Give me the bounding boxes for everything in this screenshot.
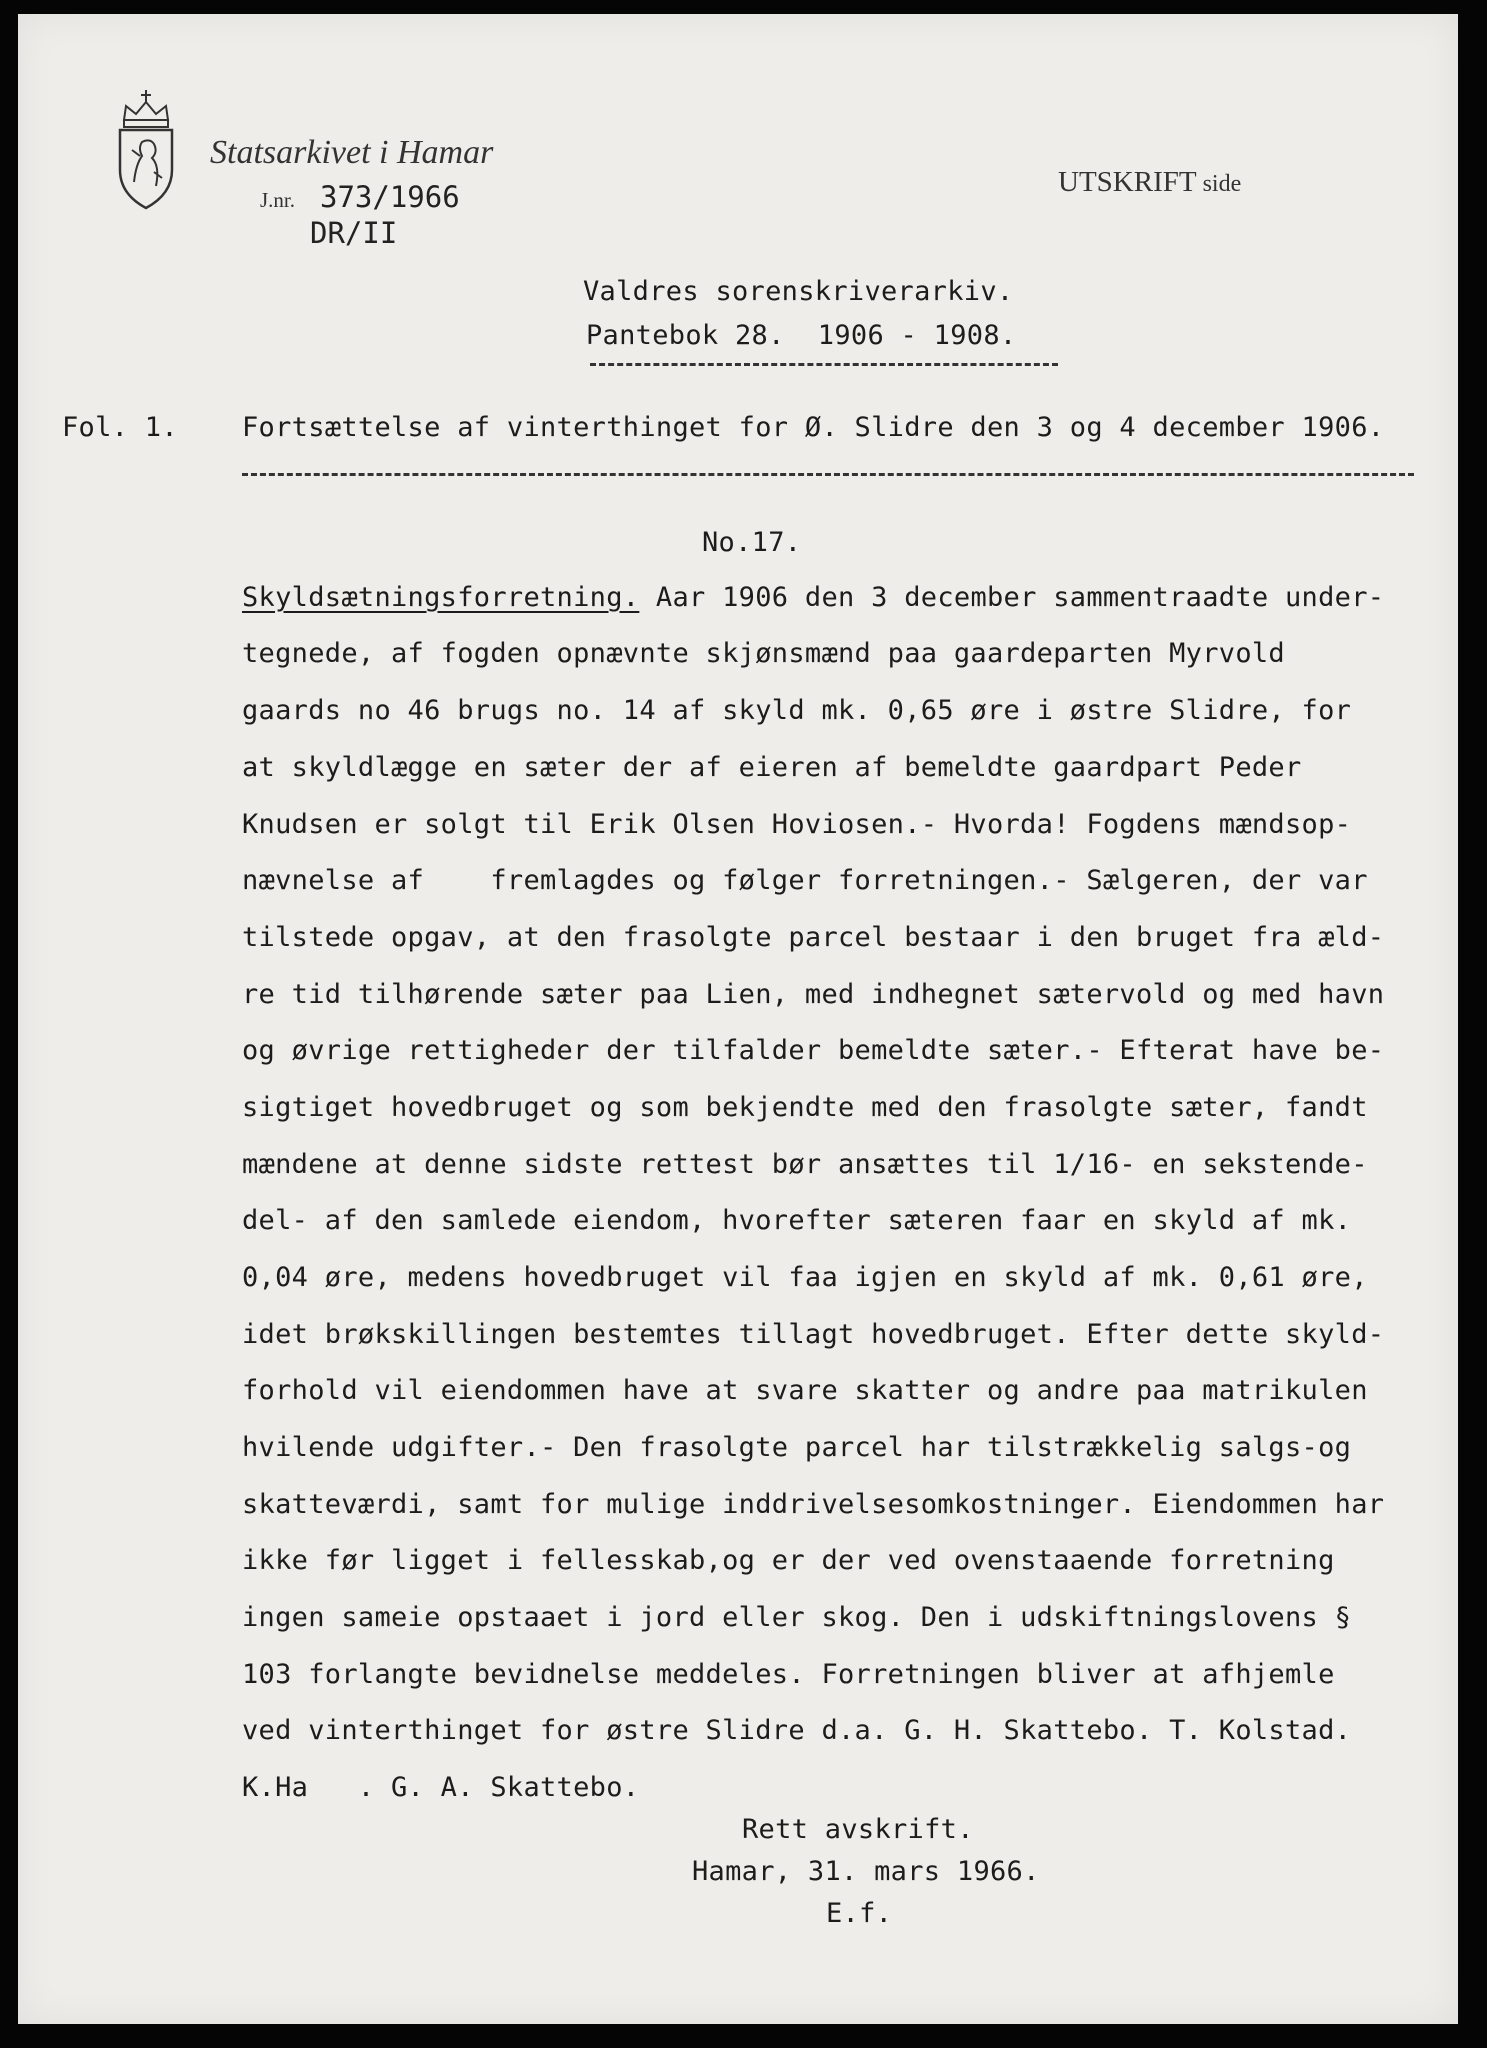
body-line: tegnede, af fogden opnævnte skjønsmænd paa gaardeparten Myrvold — [242, 638, 1285, 669]
body-line: mændene at denne sidste rettest bør ansættes til 1/16- en sekstende- — [242, 1149, 1368, 1180]
utskrift-heading — [1058, 166, 1241, 199]
folio-number: Fol. 1. — [62, 412, 178, 443]
body-line: forhold vil eiendommen have at svare skatter og andre paa matrikulen — [242, 1375, 1368, 1406]
session-heading: Fortsættelse af vinterthinget for Ø. Slidre den 3 og 4 december 1906. — [242, 412, 1385, 443]
place-date: Hamar, 31. mars 1966. — [692, 1856, 1040, 1887]
body-line: at skyldlægge en sæter der af eieren af bemeldte gaardpart Peder — [242, 752, 1302, 783]
body-line: skatteværdi, samt for mulige inddrivelsesomkostninger. Eiendommen har — [242, 1489, 1385, 1520]
archive-name: Statsarkivet i Hamar — [210, 134, 494, 171]
body-line: og øvrige rettigheder der tilfalder bemeldte sæter.- Efterat have be- — [242, 1035, 1385, 1066]
department-code: DR/II — [310, 216, 398, 250]
signature-initials: E.f. — [826, 1898, 893, 1929]
body-line: idet brøkskillingen bestemtes tillagt hovedbruget. Efter dette skyld- — [242, 1319, 1385, 1350]
body-line: hvilende udgifter.- Den frasolgte parcel har tilstrækkelig salgs-og — [242, 1432, 1352, 1463]
body-line: ingen sameie opstaaet i jord eller skog. Den i udskiftningslovens § — [242, 1602, 1352, 1633]
body-line: re tid tilhørende sæter paa Lien, med indhegnet sætervold og med havn — [242, 979, 1385, 1010]
body-line: sigtiget hovedbruget og som bekjendte med den frasolgte sæter, fandt — [242, 1092, 1368, 1123]
journal-number-value: 373/1966 — [320, 180, 460, 214]
body-line: 103 forlangte bevidnelse meddeles. Forretningen bliver at afhjemle — [242, 1659, 1335, 1690]
book-title: Pantebok 28. 1906 - 1908. — [586, 320, 1017, 351]
body-line-1 — [242, 582, 1384, 613]
norwegian-lion-crest-icon — [110, 86, 182, 216]
body-line: 0,04 øre, medens hovedbruget vil faa igjen en skyld af mk. 0,61 øre, — [242, 1262, 1368, 1293]
certification-text: Rett avskrift. — [742, 1814, 974, 1845]
entry-number: No.17. — [702, 527, 802, 558]
title-rule — [590, 363, 1058, 366]
side-label: side — [1202, 171, 1242, 197]
body-line: ikke før ligget i fellesskab,og er der ved ovenstaaende forretning — [242, 1545, 1335, 1576]
body-line: tilstede opgav, at den frasolgte parcel bestaar i den bruget fra æld- — [242, 922, 1385, 953]
body-line: Knudsen er solgt til Erik Olsen Hoviosen.- Hvorda! Fogdens mændsop- — [242, 809, 1352, 840]
session-rule — [242, 473, 1414, 476]
body-line-1-text: Aar 1906 den 3 december sammentraadte under- — [639, 582, 1385, 613]
body-line: nævnelse af fremlagdes og følger forretningen.- Sælgeren, der var — [242, 865, 1368, 896]
entry-type-label: Skyldsætningsforretning. — [242, 582, 640, 613]
journal-number-label: J.nr. — [260, 188, 296, 212]
document-page — [18, 14, 1458, 2024]
body-line: K.Ha . G. A. Skattebo. — [242, 1772, 640, 1803]
body-line: del- af den samlede eiendom, hvorefter sæteren faar en skyld af mk. — [242, 1205, 1352, 1236]
body-line: gaards no 46 brugs no. 14 af skyld mk. 0,65 øre i østre Slidre, for — [242, 695, 1352, 726]
body-line: ved vinterthinget for østre Slidre d.a. G. H. Skattebo. T. Kolstad. — [242, 1715, 1352, 1746]
archive-title: Valdres sorenskriverarkiv. — [583, 276, 1014, 307]
utskrift-label: UTSKRIFT — [1058, 166, 1197, 198]
